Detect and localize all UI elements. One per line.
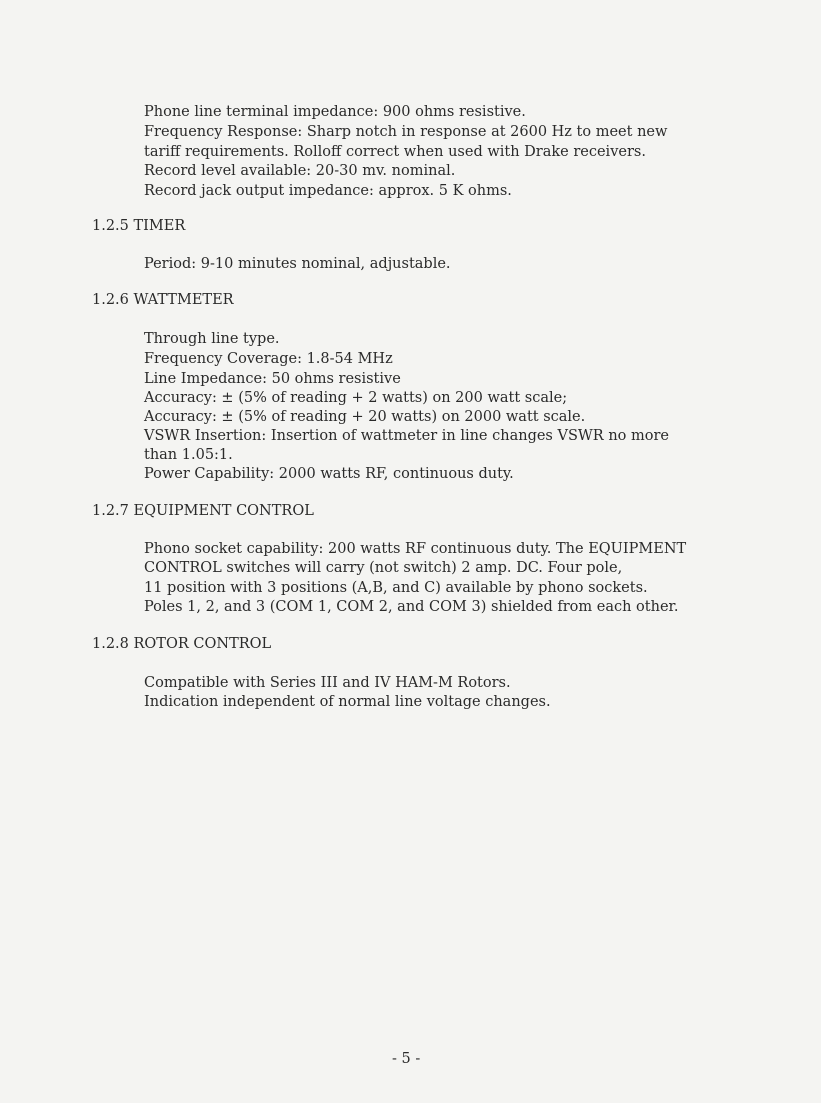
rotor-line: Compatible with Series III and IV HAM-M Rotors. xyxy=(144,675,511,691)
wattmeter-line: than 1.05:1. xyxy=(144,447,233,463)
wattmeter-line: Frequency Coverage: 1.8-54 MHz xyxy=(144,351,393,367)
equipment-line: Phono socket capability: 200 watts RF continuous duty. The EQUIPMENT xyxy=(144,541,687,557)
wattmeter-line: Line Impedance: 50 ohms resistive xyxy=(144,371,401,387)
equipment-line: Poles 1, 2, and 3 (COM 1, COM 2, and COM 3) shielded from each other. xyxy=(144,599,679,615)
intro-line: tariff requirements. Rolloff correct when used with Drake receivers. xyxy=(144,144,646,160)
equipment-line: CONTROL switches will carry (not switch) 2 amp. DC. Four pole, xyxy=(144,560,623,576)
intro-line: Record level available: 20-30 mv. nominal. xyxy=(144,163,456,179)
wattmeter-line: VSWR Insertion: Insertion of wattmeter in line changes VSWR no more xyxy=(144,428,669,444)
wattmeter-line: Accuracy: ± (5% of reading + 2 watts) on 200 watt scale; xyxy=(144,390,568,406)
page-number: - 5 - xyxy=(392,1051,421,1067)
intro-line: Record jack output impedance: approx. 5 K ohms. xyxy=(144,183,512,199)
wattmeter-line: Through line type. xyxy=(144,331,280,347)
equipment-line: 11 position with 3 positions (A,B, and C) available by phono sockets. xyxy=(144,580,648,596)
section-heading-rotor-control: 1.2.8 ROTOR CONTROL xyxy=(92,636,272,652)
timer-line: Period: 9-10 minutes nominal, adjustable. xyxy=(144,256,451,272)
section-heading-equipment-control: 1.2.7 EQUIPMENT CONTROL xyxy=(92,503,314,519)
wattmeter-line: Power Capability: 2000 watts RF, continuous duty. xyxy=(144,466,514,482)
section-heading-wattmeter: 1.2.6 WATTMETER xyxy=(92,292,234,308)
section-heading-timer: 1.2.5 TIMER xyxy=(92,218,186,234)
intro-line: Phone line terminal impedance: 900 ohms resistive. xyxy=(144,104,526,120)
rotor-line: Indication independent of normal line voltage changes. xyxy=(144,694,551,710)
wattmeter-line: Accuracy: ± (5% of reading + 20 watts) on 2000 watt scale. xyxy=(144,409,586,425)
intro-line: Frequency Response: Sharp notch in response at 2600 Hz to meet new xyxy=(144,124,668,140)
